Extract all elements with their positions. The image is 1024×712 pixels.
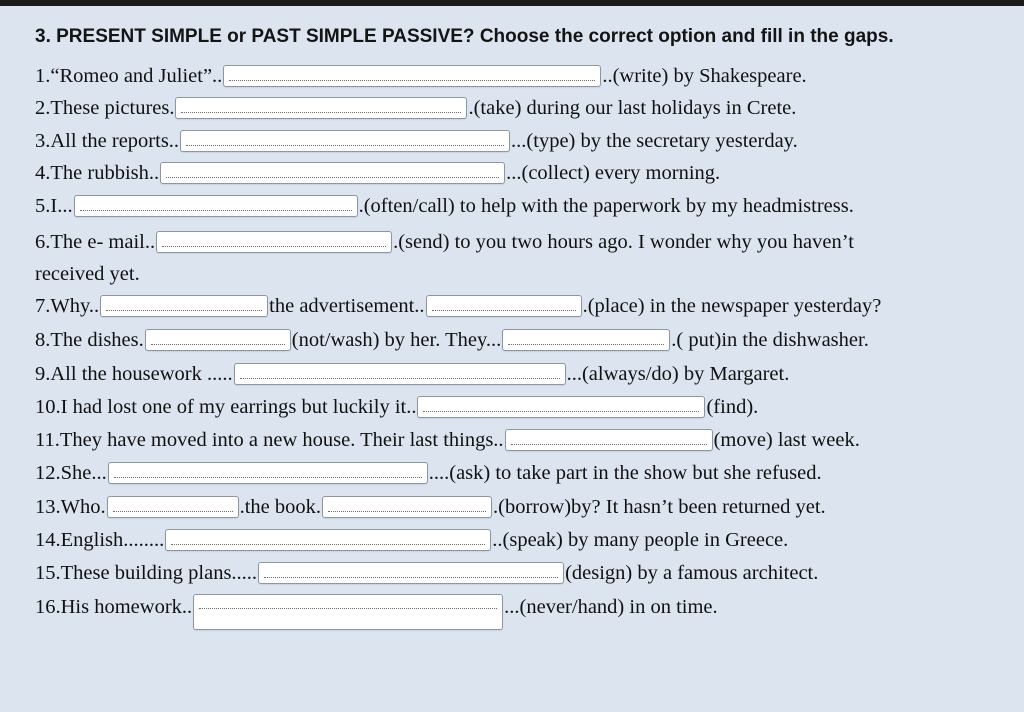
- answer-field-5[interactable]: [74, 195, 358, 217]
- sentence-text: 9.All the housework .....: [35, 362, 233, 385]
- sentence-text: ...(type) by the secretary yesterday.: [511, 129, 798, 152]
- sentence-10: [35, 393, 758, 421]
- sentence-text: 3.All the reports..: [35, 129, 180, 152]
- sentence-text: (not/wash) by her. They...: [291, 328, 502, 351]
- sentence-text: the advertisement..: [269, 294, 425, 317]
- sentence-text: ...(never/hand) in on time.: [504, 596, 718, 618]
- sentence-text: ...(collect) every morning.: [506, 161, 721, 184]
- answer-field-16[interactable]: [193, 594, 503, 630]
- sentence-text: 11.They have moved into a new house. Their last things..: [35, 428, 504, 451]
- sentence-text: 5.I...: [35, 194, 73, 217]
- sentence-text: ..(write) by Shakespeare.: [602, 64, 807, 87]
- sentence-4: [35, 159, 720, 187]
- sentence-text: .(send) to you two hours ago. I wonder why you haven’t: [393, 230, 854, 253]
- sentence-6-continued: [35, 260, 140, 288]
- sentence-13: [35, 493, 826, 521]
- sentence-5: [35, 192, 854, 220]
- sentence-text: 15.These building plans.....: [35, 561, 258, 584]
- sentence-text: ..(speak) by many people in Greece.: [492, 528, 789, 551]
- answer-field-6[interactable]: [156, 231, 392, 253]
- sentence-11: [35, 426, 860, 454]
- sentence-text: 13.Who.: [35, 495, 106, 518]
- answer-field-12[interactable]: [108, 462, 428, 484]
- sentence-text: .( put)in the dishwasher.: [671, 328, 869, 351]
- sentence-text: 12.She...: [35, 461, 107, 484]
- sentence-text: ...(always/do) by Margaret.: [566, 362, 790, 385]
- sentence-text: (design) by a famous architect.: [565, 561, 819, 584]
- sentence-7: [35, 292, 881, 320]
- exercise-title: 3. PRESENT SIMPLE or PAST SIMPLE PASSIVE? Choose the correct option and fill in the gaps.: [35, 26, 894, 47]
- sentence-text: .the book.: [239, 495, 322, 518]
- answer-field-9[interactable]: [234, 363, 566, 385]
- answer-field-14[interactable]: [165, 529, 491, 551]
- sentence-text: 10.I had lost one of my earrings but luckily it..: [35, 395, 417, 418]
- answer-field-13a[interactable]: [107, 496, 239, 518]
- sentence-text: 8.The dishes.: [35, 328, 144, 351]
- answer-field-4[interactable]: [160, 162, 505, 184]
- sentence-text: 14.English........: [35, 528, 165, 551]
- sentence-12: [35, 459, 822, 487]
- sentence-text: ....(ask) to take part in the show but she refused.: [428, 461, 822, 484]
- answer-field-8b[interactable]: [502, 329, 670, 351]
- sentence-2: [35, 94, 796, 122]
- sentence-text: 4.The rubbish..: [35, 161, 160, 184]
- sentence-14: [35, 526, 788, 554]
- sentence-6: [35, 228, 854, 256]
- sentence-text: .(often/call) to help with the paperwork by my headmistress.: [358, 194, 854, 217]
- sentence-text: received yet.: [35, 262, 140, 285]
- sentence-9: [35, 360, 789, 388]
- sentence-text: (move) last week.: [713, 428, 860, 451]
- sentence-15: [35, 559, 818, 587]
- sentence-text: 16.His homework..: [35, 596, 193, 618]
- sentence-8: [35, 326, 869, 354]
- sentence-text: .(take) during our last holidays in Crete.: [468, 96, 797, 119]
- sentence-text: 6.The e- mail..: [35, 230, 156, 253]
- answer-field-2[interactable]: [175, 97, 467, 119]
- answer-field-1[interactable]: [223, 65, 601, 87]
- answer-field-3[interactable]: [180, 130, 510, 152]
- sentence-3: [35, 127, 798, 155]
- sentence-1: [35, 62, 807, 90]
- sentence-text: 7.Why..: [35, 294, 100, 317]
- answer-field-15[interactable]: [258, 562, 564, 584]
- answer-field-11[interactable]: [505, 429, 713, 451]
- sentence-text: .(place) in the newspaper yesterday?: [582, 294, 882, 317]
- answer-field-10[interactable]: [417, 396, 705, 418]
- answer-field-7a[interactable]: [100, 295, 268, 317]
- sentence-16: [35, 594, 718, 642]
- worksheet: [0, 6, 1024, 712]
- sentence-text: 2.These pictures.: [35, 96, 175, 119]
- sentence-text: 1.“Romeo and Juliet”..: [35, 64, 223, 87]
- sentence-text: (find).: [706, 395, 759, 418]
- answer-field-8a[interactable]: [145, 329, 291, 351]
- answer-field-13b[interactable]: [322, 496, 492, 518]
- answer-field-7b[interactable]: [426, 295, 582, 317]
- sentence-text: .(borrow)by? It hasn’t been returned yet.: [493, 495, 826, 518]
